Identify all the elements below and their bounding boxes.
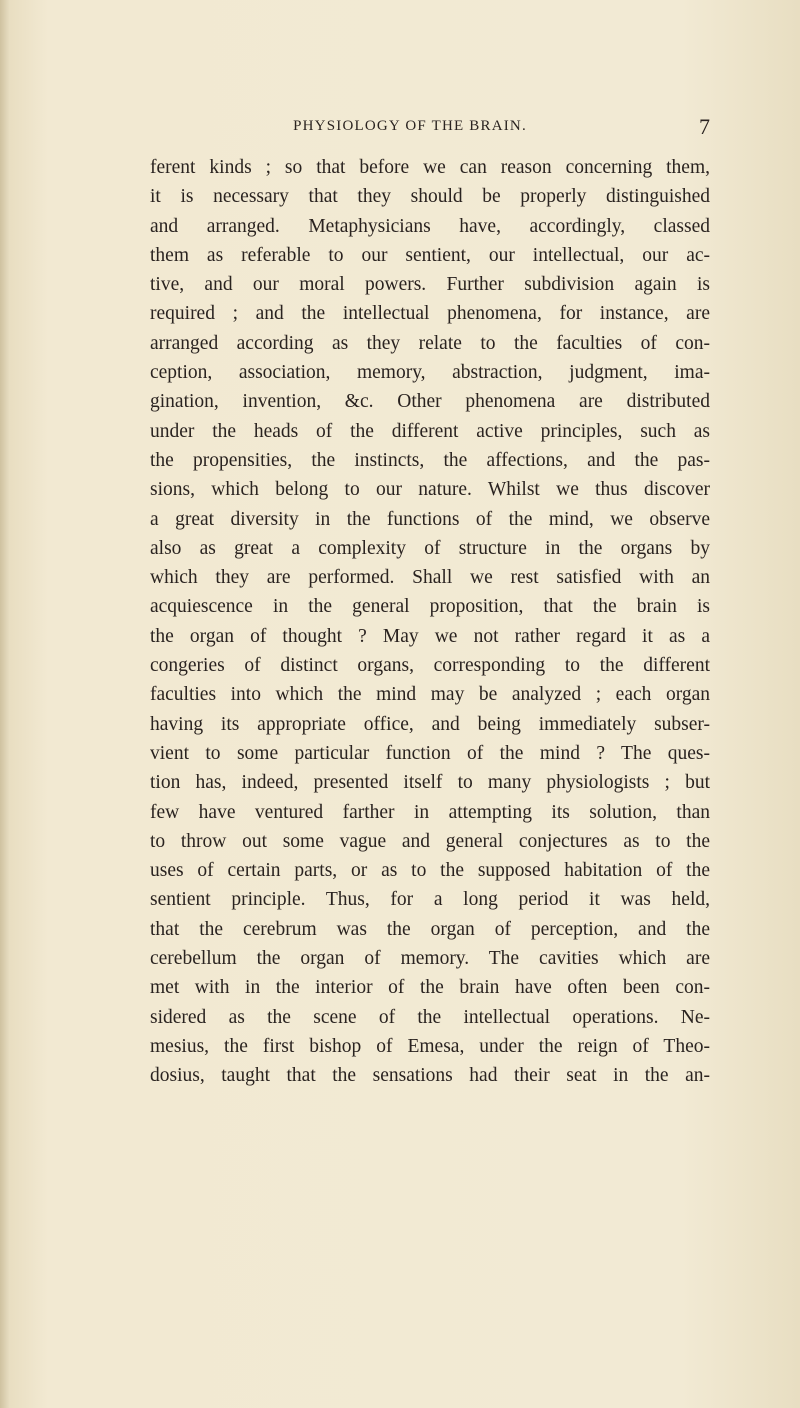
text-line: congeries of distinct organs, corresponding to the different xyxy=(150,655,710,677)
running-head: PHYSIOLOGY OF THE BRAIN. xyxy=(293,118,527,134)
text-line: few have ventured farther in attempting its solution, than xyxy=(150,801,710,823)
text-line: faculties into which the mind may be analyzed ; each organ xyxy=(150,684,710,706)
text-line: cerebellum the organ of memory. The cavities which are xyxy=(150,948,710,970)
text-line: met with in the interior of the brain have often been con- xyxy=(150,977,710,999)
text-line: tion has, indeed, presented itself to many physiologists ; but xyxy=(150,772,710,794)
text-line: dosius, taught that the sensations had their seat in the an- xyxy=(150,1065,710,1087)
body-text xyxy=(150,153,710,1091)
text-line: it is necessary that they should be properly distinguished xyxy=(150,186,710,208)
text-line: ferent kinds ; so that before we can reason concerning them, xyxy=(150,157,710,178)
text-line: a great diversity in the functions of the mind, we observe xyxy=(150,508,710,530)
text-line: the organ of thought ? May we not rather regard it as a xyxy=(150,625,710,647)
text-line: uses of certain parts, or as to the supposed habitation of the xyxy=(150,860,710,882)
page-number: 7 xyxy=(699,114,710,139)
text-line: vient to some particular function of the mind ? The ques- xyxy=(150,742,710,764)
text-line: acquiescence in the general proposition, that the brain is xyxy=(150,596,710,618)
page-header xyxy=(150,114,710,148)
text-line: them as referable to our sentient, our intellectual, our ac- xyxy=(150,244,710,266)
text-line: gination, invention, &c. Other phenomena are distributed xyxy=(150,391,710,413)
text-line: arranged according as they relate to the faculties of con- xyxy=(150,332,710,354)
text-line: to throw out some vague and general conjectures as to the xyxy=(150,830,710,852)
text-line: sions, which belong to our nature. Whilst we thus discover xyxy=(150,479,710,501)
text-line: which they are performed. Shall we rest satisfied with an xyxy=(150,567,710,589)
text-line: having its appropriate office, and being immediately subser- xyxy=(150,713,710,735)
text-line: and arranged. Metaphysicians have, accordingly, classed xyxy=(150,215,710,237)
text-line: sidered as the scene of the intellectual operations. Ne- xyxy=(150,1006,710,1028)
binding-edge xyxy=(0,0,10,1408)
text-line: required ; and the intellectual phenomena, for instance, are xyxy=(150,303,710,325)
text-line: that the cerebrum was the organ of perception, and the xyxy=(150,918,710,940)
text-line: ception, association, memory, abstraction, judgment, ima- xyxy=(150,362,710,384)
text-line: sentient principle. Thus, for a long period it was held, xyxy=(150,889,710,911)
text-line: the propensities, the instincts, the affections, and the pas- xyxy=(150,449,710,471)
text-line: also as great a complexity of structure in the organs by xyxy=(150,537,710,559)
text-line: under the heads of the different active principles, such as xyxy=(150,420,710,442)
text-line: tive, and our moral powers. Further subdivision again is xyxy=(150,274,710,296)
text-line: mesius, the first bishop of Emesa, under the reign of Theo- xyxy=(150,1035,710,1057)
